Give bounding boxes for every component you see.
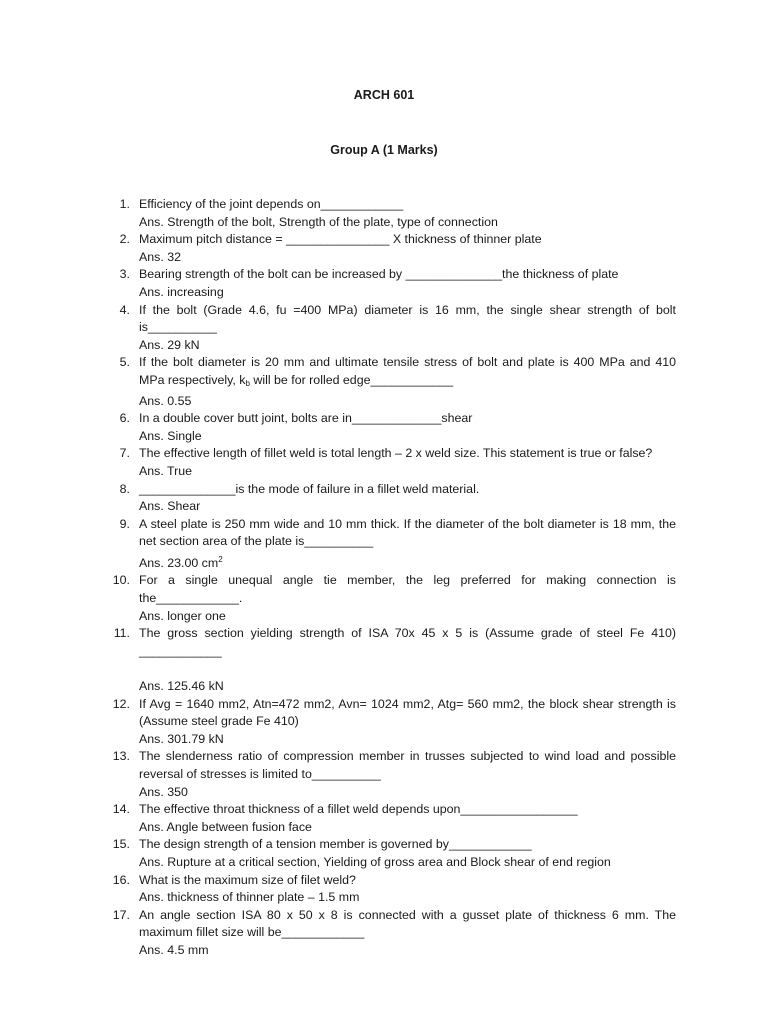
question-item-7 [108,445,676,480]
answer-text: Ans. Rupture at a critical section, Yielding of gross area and Block shear of end region [139,854,611,869]
group-heading: Group A (1 Marks) [330,143,438,157]
question-number: 1. [119,197,130,211]
question-item-15 [108,836,676,871]
answer-text: Ans. Angle between fusion face [139,819,312,834]
question-item-10 [108,572,676,625]
answer-text: Ans. Shear [139,499,201,514]
answer-text: Ans. longer one [139,608,226,623]
question-text: The slenderness ratio of compression member in trusses subjected to wind load and possible reversal of stresses is limited to__________ [139,749,676,781]
question-item-17 [108,907,676,960]
question-item-5 [108,354,676,410]
question-item-9 [108,516,676,573]
question-number: 11. [113,626,130,641]
question-number: 6. [119,411,130,426]
answer-text-part: Ans. 23.00 cm [139,555,219,570]
question-text: A steel plate is 250 mm wide and 10 mm thick. If the diameter of the bolt diameter is 18 mm, the net section area of the plate is__________ [139,516,676,549]
answer-text: Ans. Strength of the bolt, Strength of the plate, type of connection [139,214,498,229]
answer-text: Ans. increasing [139,284,224,299]
question-number: 9. [119,516,130,531]
question-item-4 [108,302,676,355]
question-item-6 [108,410,676,445]
answer-text: Ans. True [139,463,193,478]
answer-text: Ans. 4.5 mm [139,942,209,957]
question-number: 7. [119,446,130,461]
subscript-text: b [245,378,250,388]
question-text: The effective length of fillet weld is total length – 2 x weld size. This statement is true or false? [139,446,653,461]
answer-text: Ans. 29 kN [139,337,200,352]
question-text: If the bolt (Grade 4.6, fu =400 MPa) diameter is 16 mm, the single shear strength of bolt is__________ [139,302,676,335]
question-number: 16. [112,872,130,887]
question-number: 5. [119,355,130,370]
question-text: An angle section ISA 80 x 50 x 8 is connected with a gusset plate of thickness 6 mm. The maximum fillet size will be____________ [139,907,676,940]
question-text: The gross section yielding strength of ISA 70x 45 x 5 is (Assume grade of steel Fe 410) ____________ [139,626,676,658]
question-text: Maximum pitch distance = _______________ X thickness of thinner plate [139,232,542,247]
question-text [139,354,676,392]
course-code-heading: ARCH 601 [353,88,415,102]
question-text: Bearing strength of the bolt can be increased by ______________the thickness of plate [139,267,619,282]
answer-text: Ans. 301.79 kN [139,731,224,746]
question-text: What is the maximum size of filet weld? [139,872,356,887]
question-number: 15. [112,837,130,852]
question-item-14 [108,801,676,836]
answer-text: Ans. 350 [139,784,188,799]
question-text: For a single unequal angle tie member, the leg preferred for making connection is the____________. [139,573,676,606]
answer-text: Ans. 32 [139,249,182,264]
question-item-16 [108,872,676,907]
question-number: 13. [112,749,130,764]
question-item-11 [108,625,676,695]
answer-text: Ans. 125.46 kN [139,679,224,694]
question-item-1 [108,196,676,231]
question-number: 2. [119,232,130,247]
question-text: The design strength of a tension member is governed by____________ [139,837,532,852]
question-text: ______________is the mode of failure in a fillet weld material. [139,481,480,496]
question-text: In a double cover butt joint, bolts are in_____________shear [139,411,473,426]
question-item-3 [108,266,676,301]
question-item-8 [108,481,676,516]
question-item-12 [108,696,676,749]
blank-spacer [139,660,676,678]
question-item-2 [108,231,676,266]
question-text-part: will be for rolled edge____________ [249,372,454,387]
question-number: 17. [112,907,130,922]
answer-text [139,551,676,573]
question-text-part: If the bolt diameter is 20 mm and ultimate tensile stress of bolt and plate is 400 MPa and 410 MPa respectively, k [139,355,676,387]
answer-text: Ans. thickness of thinner plate – 1.5 mm [139,890,360,905]
question-number: 8. [119,481,130,496]
question-number: 4. [119,302,130,317]
answer-text: Ans. Single [139,428,202,443]
superscript-text: 2 [218,554,223,564]
question-number: 14. [112,802,130,817]
question-item-13 [108,748,676,801]
answer-text: Ans. 0.55 [139,393,192,408]
question-text: If Avg = 1640 mm2, Atn=472 mm2, Avn= 1024 mm2, Atg= 560 mm2, the block shear strength is (Assume steel grade Fe 410) [139,696,676,729]
question-number: 10. [112,573,130,588]
question-text: The effective throat thickness of a fillet weld depends upon_________________ [139,802,578,817]
question-text: Efficiency of the joint depends on____________ [139,197,404,211]
question-number: 3. [119,267,130,282]
question-number: 12. [112,696,130,711]
question-list [108,196,676,960]
